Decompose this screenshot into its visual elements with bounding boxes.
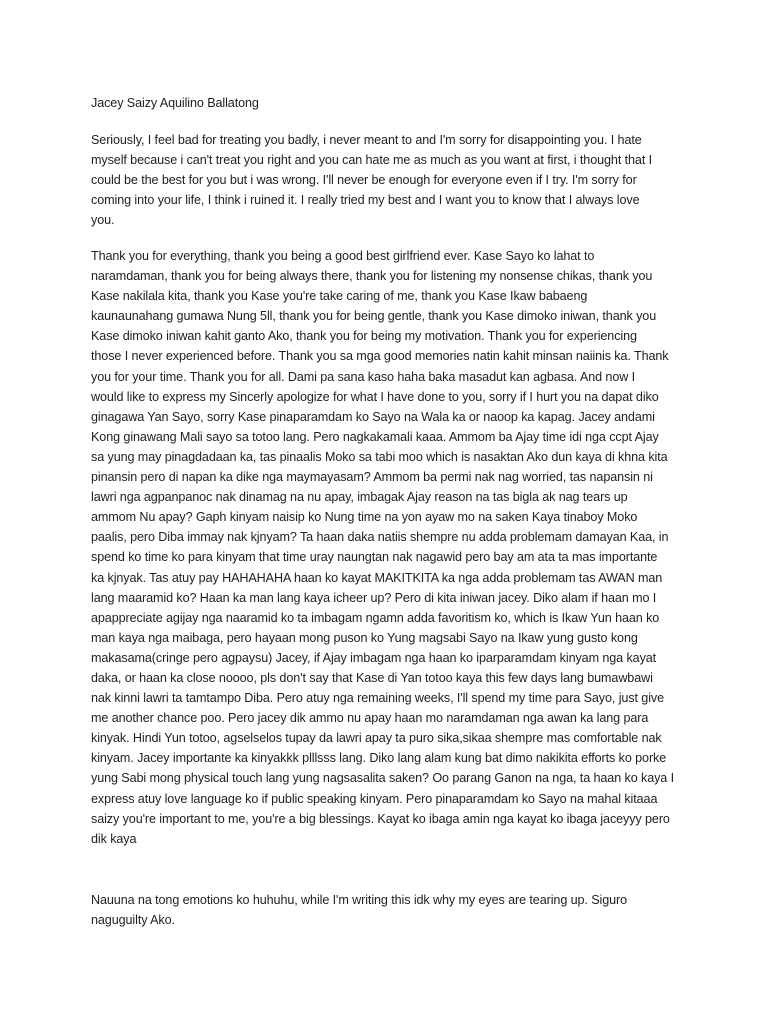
text-line: nak kinni lawri ta tamtampo Diba. Pero atuy nga remaining weeks, I'll spend my time para Sayo, just give [91, 691, 664, 706]
text-line: myself because i can't treat you right and you can hate me as much as you want at first, i thought that I [91, 153, 653, 167]
text-line: saizy you're important to me, you're a big blessings. Kayat ko ibaga amin nga kayat ko ibaga jaceyyy pero [91, 811, 670, 826]
text-line: me another chance poo. Pero jacey dik ammo nu apay haan mo naramdaman nga awan ka lang para [91, 711, 649, 726]
document-body [91, 93, 701, 930]
text-line: makasama(cringe pero agpaysu) Jacey, if Ajay imbagam nga haan ko iparparamdam kinyam nga kayat [91, 650, 657, 665]
text-line: kinyak. Hindi Yun totoo, agselselos tupay da lawri apay ta puro sika,sikaa shempre mas comfortable nak [91, 731, 662, 746]
text-line: Nauuna na tong emotions ko huhuhu, while I'm writing this idk why my eyes are tearing up. Siguro [91, 892, 628, 907]
text-line: you for your time. Thank you for all. Dami pa sana kaso haha baka masadut kan agbasa. And now I [91, 369, 636, 384]
text-line: spend ko time ko para kinyam that time uray naungtan nak nagawid pero bay am ata ta mas importante [91, 550, 658, 565]
text-line: yung Sabi mong physical touch lang yung nagsasalita saken? Oo parang Ganon na nga, ta haan ko kaya I [91, 771, 675, 786]
text-line: sa yung may pinagdadaan ka, tas pinaalis Moko sa tabi moo which is nasaktan Ako dun kaya di khna kita [91, 449, 668, 464]
text-line: ginagawa Yan Sayo, sorry Kase pinaparamdam ko Sayo na Wala ka or naoop ka kapag. Jacey andami [91, 409, 655, 424]
text-line: you. [91, 213, 115, 227]
text-line: Seriously, I feel bad for treating you badly, i never meant to and I'm sorry for disappointing you. I hate [91, 133, 642, 147]
paragraph-closing [91, 890, 701, 930]
text-line: would like to express my Sincerly apologize for what I have done to you, sorry if I hurt you na dapat diko [91, 389, 659, 404]
text-line: express atuy love language ko if public speaking kinyam. Pero pinaparamdam ko Sayo na mahal kitaaa [91, 791, 658, 806]
text-line: ammom Nu apay? Gaph kinyam naisip ko Nung time na yon ayaw mo na saken Kaya tinaboy Moko [91, 510, 638, 525]
text-line: naguguilty Ako. [91, 912, 175, 927]
text-line: daka, or haan ka close noooo, pls don't say that Kase di Yan totoo kaya this few days lang bumawbawi [91, 670, 653, 685]
paragraph-thank-you [91, 246, 701, 849]
text-line: pinansin pero di napan ka dike nga maymayasam? Ammom ba permi nak nag worried, tas napansin ni [91, 470, 653, 485]
text-line: coming into your life, I think i ruined it. I really tried my best and I want you to know that I always love [91, 193, 640, 207]
text-line: ka kjnyak. Tas atuy pay HAHAHAHA haan ko kayat MAKITKITA ka nga adda problemam tas AWAN man [91, 570, 663, 585]
text-line: naramdaman, thank you for being always there, thank you for listening my nonsense chikas, thank you [91, 269, 653, 284]
text-line: apappreciate agijay nga naaramid ko ta imbagam ngamn adda favoritism ko, which is Ikaw Yun haan ko [91, 610, 660, 625]
text-line: kaunaunahang gumawa Nung 5ll, thank you for being gentle, thank you Kase dimoko iniwan, thank you [91, 309, 657, 324]
text-line: lang maaramid ko? Haan ka man lang kaya icheer up? Pero di kita iniwan jacey. Diko alam if haan mo I [91, 590, 657, 605]
text-line: paalis, pero Diba immay nak kjnyam? Ta haan daka natiis shempre nu adda problemam damayan Kaa, in [91, 530, 669, 545]
text-line: Kase nakilala kita, thank you Kase you're take caring of me, thank you Kase Ikaw babaeng [91, 289, 588, 304]
text-line: Kong ginawang Mali sayo sa totoo lang. Pero nagkakamali kaaa. Ammom ba Ajay time idi nga ccpt Ajay [91, 429, 659, 444]
text-line: Thank you for everything, thank you being a good best girlfriend ever. Kase Sayo ko lahat to [91, 249, 595, 263]
text-line: those I never experienced before. Thank you sa mga good memories natin kahit minsan naiinis ka. Thank [91, 349, 669, 364]
text-line: man kaya nga maibaga, pero hayaan mong puson ko Yung magsabi Sayo na Ikaw yung gusto kong [91, 630, 638, 645]
text-line: lawri nga agpanpanoc nak dinamag na nu apay, imbagak Ajay reason na tas bigla ak nag tears up [91, 490, 628, 505]
text-line: could be the best for you but i was wrong. I'll never be enough for everyone even if I try. I'm sorry for [91, 173, 637, 187]
text-line: dik kaya [91, 831, 137, 846]
document-title: Jacey Saizy Aquilino Ballatong [91, 96, 259, 110]
paragraph-apology [91, 130, 701, 230]
text-line: Kase dimoko iniwan kahit ganto Ako, thank you for being my motivation. Thank you for experiencing [91, 329, 637, 344]
text-line: kinyam. Jacey importante ka kinyakkk plllsss lang. Diko lang alam kung bat dimo nakikita efforts ko porke [91, 751, 667, 766]
